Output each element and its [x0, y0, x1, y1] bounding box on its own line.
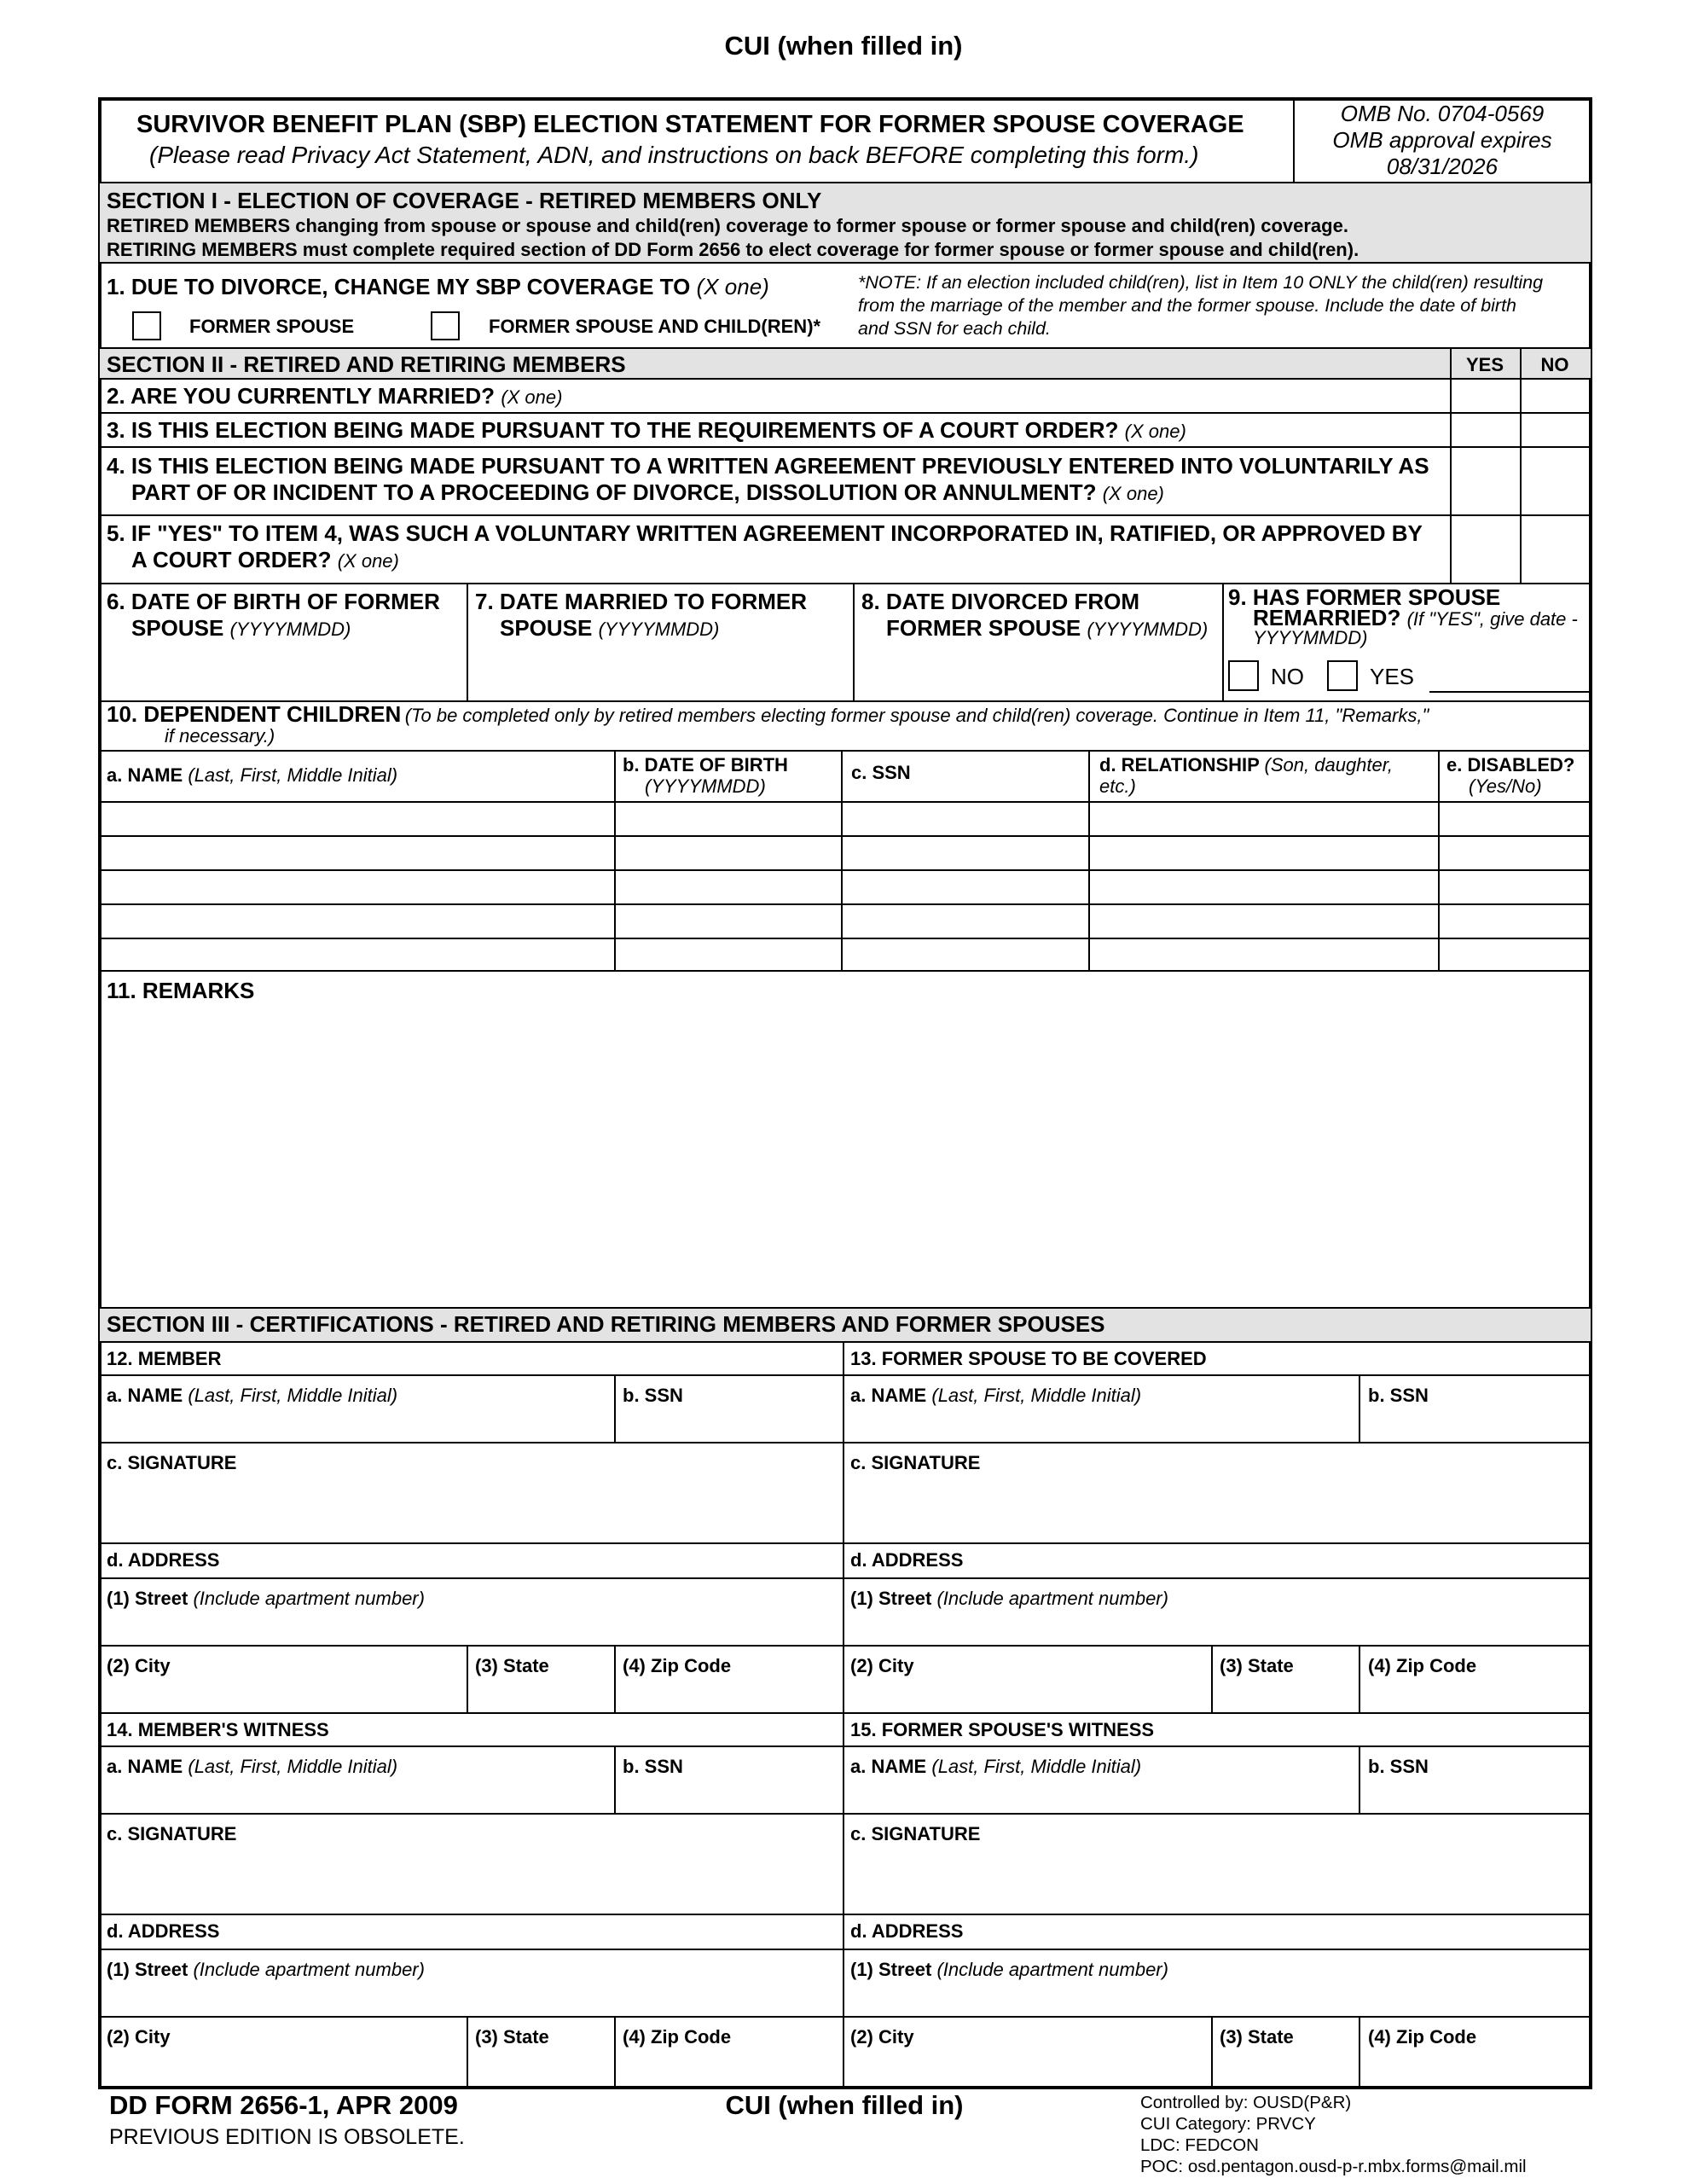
former-spouse-witness-ssn-field[interactable]: b. SSN: [1368, 1756, 1429, 1777]
question-5: 5. IF "YES" TO ITEM 4, WAS SUCH A VOLUNTARY WRITTEN AGREEMENT INCORPORATED IN, RATIFIED, OR APPROVED BY A COURT ORDER? (X one): [107, 520, 1423, 572]
member-witness-address-label: d. ADDRESS: [107, 1920, 220, 1942]
member-witness-signature-field[interactable]: c. SIGNATURE: [107, 1823, 237, 1844]
member-state-field[interactable]: (3) State: [475, 1655, 549, 1676]
former-spouse-and-children-checkbox[interactable]: [431, 311, 460, 340]
section-1-retired-note: RETIRED MEMBERS changing from spouse or spouse and child(ren) coverage to former spouse or former spouse and child(ren) coverage.: [107, 215, 1348, 236]
item-15-former-spouse-witness: 15. FORMER SPOUSE'S WITNESS: [850, 1719, 1155, 1740]
q3-no-cell[interactable]: [1522, 414, 1590, 446]
child-row-2[interactable]: [101, 837, 1590, 869]
former-spouse-checkbox[interactable]: [132, 311, 161, 340]
former-spouse-ssn-field[interactable]: b. SSN: [1368, 1385, 1429, 1406]
children-col-name: a. NAME (Last, First, Middle Initial): [107, 764, 398, 786]
form-subtitle: (Please read Privacy Act Statement, ADN, and instructions on back BEFORE completing this form.): [149, 142, 1199, 168]
question-3: 3. IS THIS ELECTION BEING MADE PURSUANT TO THE REQUIREMENTS OF A COURT ORDER? (X one): [107, 417, 1186, 443]
item-9-former-spouse-remarried: 9. HAS FORMER SPOUSE REMARRIED? (If "YES", give date - YYYYMMDD): [1228, 584, 1578, 648]
former-spouse-witness-name-field[interactable]: a. NAME (Last, First, Middle Initial): [850, 1756, 1142, 1777]
omb-number: OMB No. 0704-0569: [1340, 101, 1545, 126]
omb-expiry-date: 08/31/2026: [1386, 154, 1499, 179]
former-spouse-witness-street-field[interactable]: (1) Street (Include apartment number): [850, 1959, 1168, 1980]
member-witness-zip-field[interactable]: (4) Zip Code: [623, 2026, 732, 2048]
omb-block: [1295, 101, 1590, 180]
former-spouse-name-field[interactable]: a. NAME (Last, First, Middle Initial): [850, 1385, 1142, 1406]
former-spouse-witness-address-label: d. ADDRESS: [850, 1920, 964, 1942]
former-spouse-and-children-option-label: FORMER SPOUSE AND CHILD(REN)*: [489, 316, 821, 337]
children-col-ssn: c. SSN: [851, 762, 911, 783]
member-witness-name-field[interactable]: a. NAME (Last, First, Middle Initial): [107, 1756, 398, 1777]
former-spouse-signature-field[interactable]: c. SIGNATURE: [850, 1452, 981, 1473]
child-row-3[interactable]: [101, 871, 1590, 903]
q2-yes-cell[interactable]: [1452, 380, 1520, 412]
item-9-yes-checkbox[interactable]: [1327, 660, 1358, 691]
former-spouse-witness-city-field[interactable]: (2) City: [850, 2026, 914, 2048]
remarks-area[interactable]: [101, 1007, 1590, 1307]
member-witness-city-field[interactable]: (2) City: [107, 2026, 171, 2048]
item-7-date-married[interactable]: 7. DATE MARRIED TO FORMER SPOUSE (YYYYMMDD): [475, 589, 808, 641]
item-10-heading: 10. DEPENDENT CHILDREN (To be completed only by retired members electing former spouse and child(ren) coverage. Continue in Item 11, "Remarks," if necessary.): [107, 701, 1429, 746]
former-spouse-city-field[interactable]: (2) City: [850, 1655, 914, 1676]
item-9-no-checkbox[interactable]: [1228, 660, 1259, 691]
children-col-relationship: d. RELATIONSHIP (Son, daughter, etc.): [1099, 754, 1393, 797]
child-row-4[interactable]: [101, 905, 1590, 938]
child-row-5[interactable]: [101, 939, 1590, 970]
member-witness-state-field[interactable]: (3) State: [475, 2026, 549, 2048]
children-col-dob: b. DATE OF BIRTH (YYYYMMDD): [623, 754, 788, 797]
item-1-note: *NOTE: If an election included child(ren), list in Item 10 ONLY the child(ren) resulting from the marriage of the member and the former spouse. Include the date of birth and SSN for each child.: [858, 272, 1544, 339]
item-9-yes-label: YES: [1370, 664, 1415, 689]
poc-email: POC: osd.pentagon.ousd-p-r.mbx.forms@mail.mil: [1140, 2157, 1527, 2176]
yes-column-header: YES: [1465, 354, 1504, 375]
cui-control-block: [1140, 2092, 1527, 2177]
section-1-title: SECTION I - ELECTION OF COVERAGE - RETIRED MEMBERS ONLY: [107, 188, 822, 213]
member-address-label: d. ADDRESS: [107, 1549, 220, 1571]
cui-banner-top: CUI (when filled in): [724, 31, 963, 61]
q4-no-cell[interactable]: [1522, 448, 1590, 514]
item-12-member: 12. MEMBER: [107, 1348, 222, 1369]
member-signature-field[interactable]: c. SIGNATURE: [107, 1452, 237, 1473]
item-1-label: 1. DUE TO DIVORCE, CHANGE MY SBP COVERAGE TO (X one): [107, 274, 769, 299]
member-name-field[interactable]: a. NAME (Last, First, Middle Initial): [107, 1385, 398, 1406]
question-4: 4. IS THIS ELECTION BEING MADE PURSUANT TO A WRITTEN AGREEMENT PREVIOUSLY ENTERED INTO VOLUNTARILY AS PART OF OR INCIDENT TO A PROCEEDING OF DIVORCE, DISSOLUTION OR ANNULMENT? (X one): [107, 453, 1429, 505]
item-14-member-witness: 14. MEMBER'S WITNESS: [107, 1719, 329, 1740]
form-identifier: DD FORM 2656-1, APR 2009: [109, 2090, 458, 2120]
former-spouse-zip-field[interactable]: (4) Zip Code: [1368, 1655, 1477, 1676]
former-spouse-address-label: d. ADDRESS: [850, 1549, 964, 1571]
obsolete-notice: PREVIOUS EDITION IS OBSOLETE.: [109, 2125, 465, 2149]
former-spouse-witness-state-field[interactable]: (3) State: [1220, 2026, 1294, 2048]
member-city-field[interactable]: (2) City: [107, 1655, 171, 1676]
children-col-disabled: e. DISABLED? (Yes/No): [1446, 754, 1575, 797]
no-column-header: NO: [1540, 354, 1569, 375]
member-witness-street-field[interactable]: (1) Street (Include apartment number): [107, 1959, 425, 1980]
q4-yes-cell[interactable]: [1452, 448, 1520, 514]
former-spouse-witness-signature-field[interactable]: c. SIGNATURE: [850, 1823, 981, 1844]
omb-expires-label: OMB approval expires: [1332, 127, 1552, 153]
member-witness-ssn-field[interactable]: b. SSN: [623, 1756, 683, 1777]
section-3-title: SECTION III - CERTIFICATIONS - RETIRED AND RETIRING MEMBERS AND FORMER SPOUSES: [107, 1311, 1105, 1337]
question-2: 2. ARE YOU CURRENTLY MARRIED? (X one): [107, 383, 563, 409]
item-8-date-divorced[interactable]: 8. DATE DIVORCED FROM FORMER SPOUSE (YYYYMMDD): [861, 589, 1209, 641]
cui-category: CUI Category: PRVCY: [1140, 2114, 1316, 2134]
former-spouse-street-field[interactable]: (1) Street (Include apartment number): [850, 1588, 1168, 1609]
section-1-retiring-note: RETIRING MEMBERS must complete required section of DD Form 2656 to elect coverage for former spouse or former spouse and child(ren).: [107, 239, 1359, 260]
member-street-field[interactable]: (1) Street (Include apartment number): [107, 1588, 425, 1609]
member-zip-field[interactable]: (4) Zip Code: [623, 1655, 732, 1676]
item-13-former-spouse: 13. FORMER SPOUSE TO BE COVERED: [850, 1348, 1207, 1369]
form-title: SURVIVOR BENEFIT PLAN (SBP) ELECTION STATEMENT FOR FORMER SPOUSE COVERAGE: [136, 111, 1244, 138]
cui-banner-bottom: CUI (when filled in): [725, 2090, 964, 2120]
item-11-remarks-label: 11. REMARKS: [107, 978, 255, 1003]
item-9-no-label: NO: [1271, 664, 1304, 689]
controlled-by: Controlled by: OUSD(P&R): [1140, 2093, 1352, 2112]
member-ssn-field[interactable]: b. SSN: [623, 1385, 683, 1406]
section-2-title: SECTION II - RETIRED AND RETIRING MEMBERS: [107, 351, 626, 377]
q5-no-cell[interactable]: [1522, 516, 1590, 583]
former-spouse-state-field[interactable]: (3) State: [1220, 1655, 1294, 1676]
ldc: LDC: FEDCON: [1140, 2135, 1259, 2155]
item-6-date-of-birth-former-spouse[interactable]: 6. DATE OF BIRTH OF FORMER SPOUSE (YYYYMMDD): [107, 589, 440, 641]
q5-yes-cell[interactable]: [1452, 516, 1520, 583]
q2-no-cell[interactable]: [1522, 380, 1590, 412]
q3-yes-cell[interactable]: [1452, 414, 1520, 446]
child-row-1[interactable]: [101, 803, 1590, 835]
item-9-remarried-date-line[interactable]: [1429, 691, 1590, 693]
former-spouse-option-label: FORMER SPOUSE: [189, 316, 355, 337]
former-spouse-witness-zip-field[interactable]: (4) Zip Code: [1368, 2026, 1477, 2048]
